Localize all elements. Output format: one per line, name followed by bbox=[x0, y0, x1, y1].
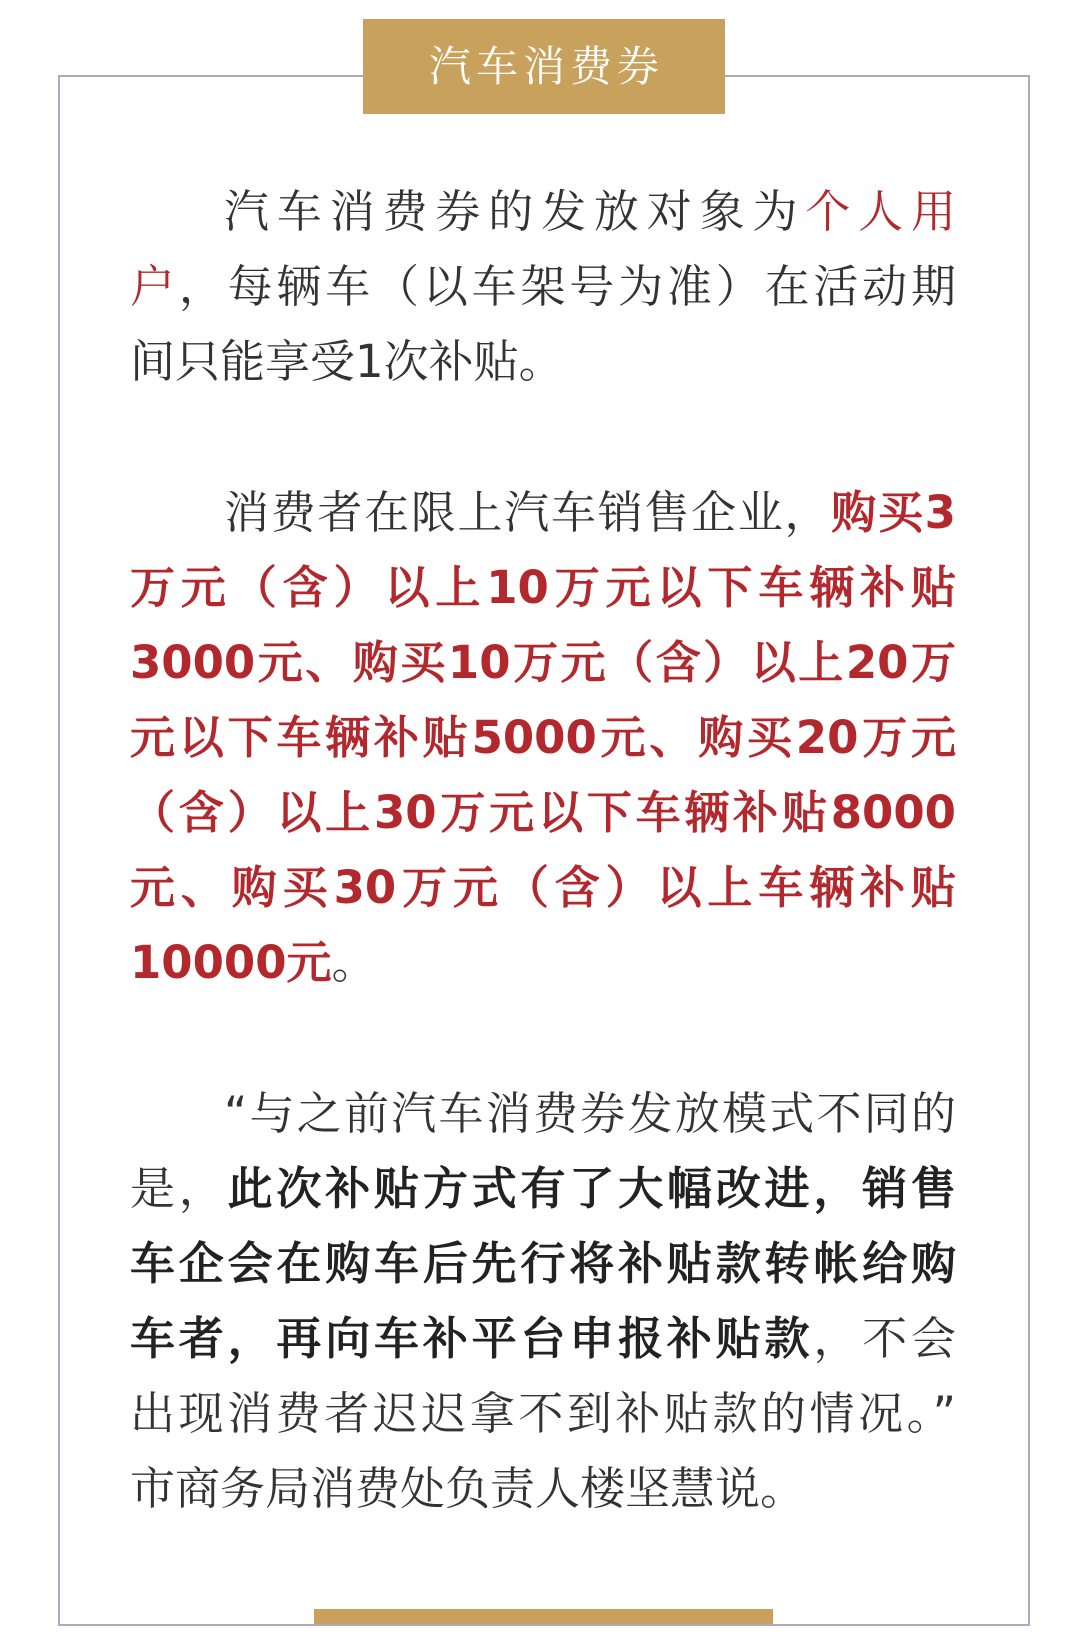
highlighted-text: 户 bbox=[130, 260, 179, 313]
text-line bbox=[130, 1451, 956, 1526]
body-text: 汽车消费券的发放对象为 bbox=[224, 185, 806, 238]
paragraph-eligibility bbox=[130, 174, 956, 399]
paragraph-subsidy-amounts bbox=[130, 475, 956, 1000]
text-line bbox=[130, 775, 956, 850]
text-line bbox=[130, 925, 956, 1000]
body-text: 出现消费者迟迟拿不到补贴款的情况。” bbox=[130, 1387, 956, 1440]
highlighted-bold-text: 3000元、购买10万元（含）以上20万 bbox=[130, 636, 956, 689]
text-line bbox=[130, 1076, 956, 1151]
text-line bbox=[130, 1301, 956, 1376]
text-line bbox=[130, 1151, 956, 1226]
section-label-text: 汽车消费券 bbox=[428, 41, 664, 91]
text-line bbox=[130, 850, 956, 925]
body-text: “与之前汽车消费券发放模式不同的 bbox=[224, 1087, 956, 1140]
highlighted-bold-text: 元、购买30万元（含）以上车辆补贴 bbox=[130, 861, 956, 914]
text-line bbox=[130, 625, 956, 700]
section-label bbox=[363, 19, 725, 114]
body-text: ，不会 bbox=[813, 1312, 956, 1365]
paragraph-official-quote bbox=[130, 1076, 956, 1526]
bold-text: 车企会在购车后先行将补贴款转帐给购 bbox=[130, 1237, 956, 1290]
body-text: 市商务局消费处负责人楼坚慧说。 bbox=[130, 1462, 806, 1515]
highlighted-bold-text: 元以下车辆补贴5000元、购买20万元 bbox=[130, 711, 956, 764]
text-line bbox=[130, 1226, 956, 1301]
text-line bbox=[130, 700, 956, 775]
body-text: 消费者在限上汽车销售企业， bbox=[224, 486, 832, 539]
body-text: 。 bbox=[331, 936, 377, 989]
bottom-decorative-bar bbox=[314, 1609, 773, 1624]
text-line bbox=[130, 475, 956, 550]
highlighted-bold-text: 购买3 bbox=[831, 486, 956, 539]
highlighted-bold-text: 万元（含）以上10万元以下车辆补贴 bbox=[130, 561, 956, 614]
text-line bbox=[130, 550, 956, 625]
text-line bbox=[130, 1376, 956, 1451]
highlighted-bold-text: （含）以上30万元以下车辆补贴8000 bbox=[130, 786, 956, 839]
text-line bbox=[130, 324, 956, 399]
body-text: ，每辆车（以车架号为准）在活动期 bbox=[178, 260, 956, 313]
highlighted-bold-text: 10000元 bbox=[130, 936, 332, 989]
text-line bbox=[130, 249, 956, 324]
bold-text: 此次补贴方式有了大幅改进，销售 bbox=[227, 1162, 956, 1215]
text-line bbox=[130, 174, 956, 249]
highlighted-text: 个人用 bbox=[805, 185, 956, 238]
article-body bbox=[130, 174, 956, 1602]
body-text: 间只能享受1次补贴。 bbox=[130, 335, 564, 388]
bold-text: 车者，再向车补平台申报补贴款 bbox=[130, 1312, 814, 1365]
body-text: 是， bbox=[130, 1162, 228, 1215]
